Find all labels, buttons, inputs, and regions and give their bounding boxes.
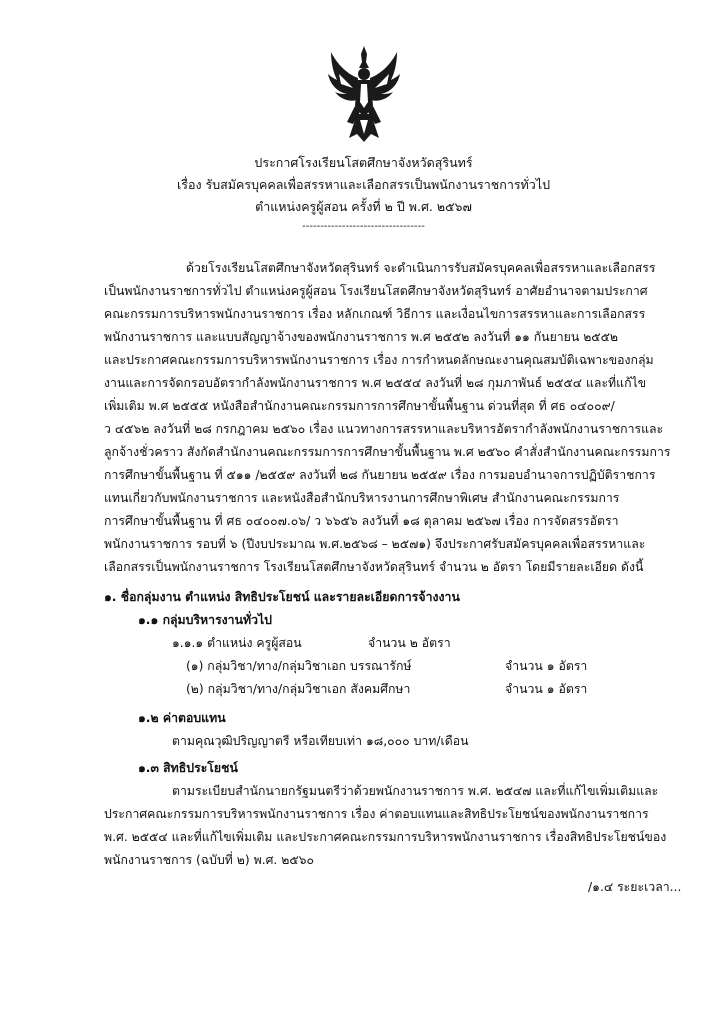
position-label: ๑.๑.๑ ตำแหน่ง ครูผู้สอน	[172, 636, 302, 650]
section-1-2-heading: ๑.๒ ค่าตอบแทน	[138, 711, 226, 725]
announcement-position: ตำแหน่งครูผู้สอน ครั้งที่ ๒ ปี พ.ศ. ๒๕๖๗	[255, 199, 472, 214]
announcement-title: ประกาศโรงเรียนโสตศึกษาจังหวัดสุรินทร์	[254, 155, 473, 170]
benefits-line: พนักงานราชการ (ฉบับที่ ๒) พ.ศ. ๒๕๖๐	[104, 853, 314, 867]
continuation-marker: /๑.๔ ระยะเวลา...	[588, 880, 682, 894]
header-divider: ----------------------------------	[302, 221, 425, 232]
section-1-heading: ๑. ชื่อกลุ่มงาน ตำแหน่ง สิทธิประโยชน์ และรายละเอียดการจ้างงาน	[104, 590, 460, 604]
intro-line: พนักงานราชการ และแบบสัญญาจ้างของพนักงานราชการ พ.ศ ๒๕๕๒ ลงวันที่ ๑๑ กันยายน ๒๕๕๒	[104, 330, 619, 344]
benefits-line: ตามระเบียบสำนักนายกรัฐมนตรีว่าด้วยพนักงานราชการ พ.ศ. ๒๕๔๗ และที่แก้ไขเพิ่มเติมและ	[172, 784, 659, 798]
compensation-text: ตามคุณวุฒิปริญญาตรี หรือเทียบเท่า ๑๘,๐๐๐ บาท/เดือน	[172, 734, 469, 748]
garuda-emblem-icon	[327, 44, 401, 144]
subject-item-label: (๒) กลุ่มวิชา/ทาง/กลุ่มวิชาเอก สังคมศึกษา	[186, 682, 411, 696]
subject-item-count: จำนวน ๑ อัตรา	[505, 682, 588, 696]
announcement-subject: เรื่อง รับสมัครบุคคลเพื่อสรรหาและเลือกสรรเป็นพนักงานราชการทั่วไป	[176, 177, 551, 192]
intro-line: ด้วยโรงเรียนโสตศึกษาจังหวัดสุรินทร์ จะดำเนินการรับสมัครบุคคลเพื่อสรรหาและเลือกสรร	[186, 261, 656, 275]
intro-line: เลือกสรรเป็นพนักงานราชการ โรงเรียนโสตศึกษาจังหวัดสุรินทร์ จำนวน ๒ อัตรา โดยมีรายละเอียด ดังนี้	[104, 560, 644, 574]
subject-item-label: (๑) กลุ่มวิชา/ทาง/กลุ่มวิชาเอก บรรณารักษ์	[186, 659, 412, 673]
intro-line: ว ๔๕๖๒ ลงวันที่ ๒๘ กรกฎาคม ๒๕๖๐ เรื่อง แนวทางการสรรหาและบริหารอัตรากำลังพนักงานราชการและ	[104, 422, 664, 436]
benefits-line: ประกาศคณะกรรมการบริหารพนักงานราชการ เรื่อง ค่าตอบแทนและสิทธิประโยชน์ของพนักงานราชการ	[104, 807, 649, 821]
section-1-3-heading: ๑.๓ สิทธิประโยชน์	[138, 761, 238, 775]
intro-line: คณะกรรมการบริหารพนักงานราชการ เรื่อง หลักเกณฑ์ วิธีการ และเงื่อนไขการสรรหาและการเลือกสรร	[104, 307, 646, 321]
intro-line: ลูกจ้างชั่วคราว สังกัดสำนักงานคณะกรรมการการศึกษาขั้นพื้นฐาน พ.ศ ๒๕๖๐ คำสั่งสำนักงานคณะกรรมการ	[104, 445, 671, 459]
intro-line: เพิ่มเติม พ.ศ ๒๕๕๕ หนังสือสำนักงานคณะกรรมการการศึกษาขั้นพื้นฐาน ด่วนที่สุด ที่ ศธ ๐๔๐๐๙/	[104, 399, 615, 413]
intro-line: การศึกษาขั้นพื้นฐาน ที่ ๕๑๑ /๒๕๕๙ ลงวันที่ ๒๘ กันยายน ๒๕๕๙ เรื่อง การมอบอำนาจการปฏิบัติราชการ	[104, 468, 656, 482]
section-1-1-heading: ๑.๑ กลุ่มบริหารงานทั่วไป	[138, 613, 272, 627]
intro-line: งานและการจัดกรอบอัตรากำลังพนักงานราชการ พ.ศ ๒๕๕๔ ลงวันที่ ๒๘ กุมภาพันธ์ ๒๕๕๔ และที่แก้ไข	[104, 376, 647, 390]
intro-line: และประกาศคณะกรรมการบริหารพนักงานราชการ เรื่อง การกำหนดลักษณะงานคุณสมบัติเฉพาะของกลุ่ม	[104, 353, 654, 367]
benefits-line: พ.ศ. ๒๕๕๔ และที่แก้ไขเพิ่มเติม และประกาศคณะกรรมการบริหารพนักงานราชการ เรื่องสิทธิประโยชน์ของ	[104, 830, 667, 844]
position-count: จำนวน ๒ อัตรา	[368, 636, 451, 650]
intro-line: เป็นพนักงานราชการทั่วไป ตำแหน่งครูผู้สอน โรงเรียนโสตศึกษาจังหวัดสุรินทร์ อาศัยอำนาจตามประกาศ	[104, 284, 648, 298]
intro-line: แทนเกี่ยวกับพนักงานราชการ และหนังสือสำนักบริหารงานการศึกษาพิเศษ สำนักงานคณะกรรมการ	[104, 491, 620, 505]
intro-line: พนักงานราชการ รอบที่ ๖ (ปีงบประมาณ พ.ศ.๒๕๖๘ – ๒๕๗๑) จึงประกาศรับสมัครบุคคลเพื่อสรรหาและ	[104, 537, 646, 551]
intro-line: การศึกษาขั้นพื้นฐาน ที่ ศธ ๐๔๐๐๗.๐๖/ ว ๖๖๕๖ ลงวันที่ ๑๘ ตุลาคม ๒๕๖๗ เรื่อง การจัดสรรอัตรา	[104, 514, 619, 528]
subject-item-count: จำนวน ๑ อัตรา	[505, 659, 588, 673]
